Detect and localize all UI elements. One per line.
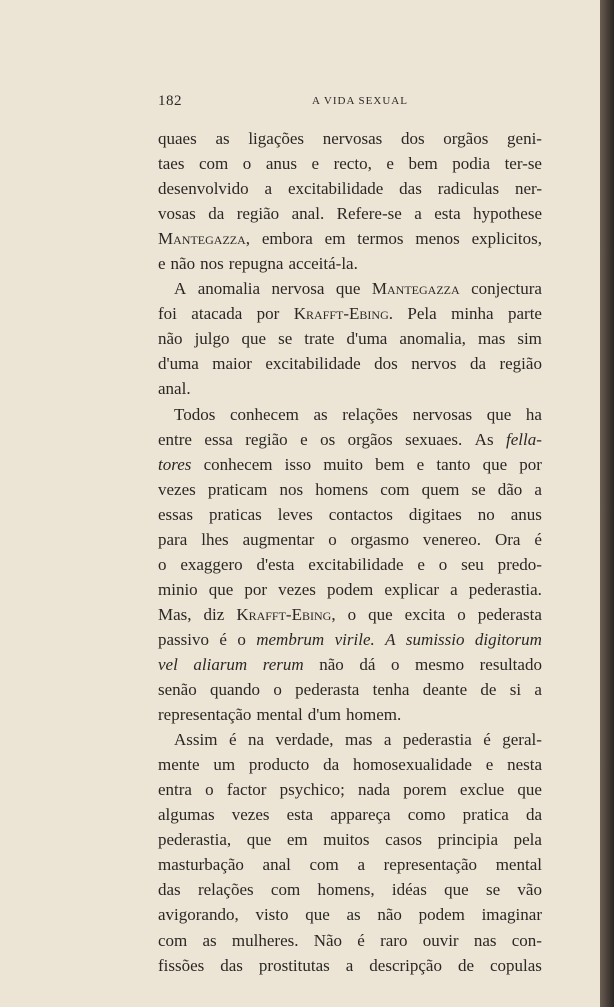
word: a (534, 680, 542, 700)
word: o (347, 604, 357, 624)
word: orgãos (347, 429, 393, 449)
word: não (158, 329, 183, 349)
word: nervos (411, 354, 457, 374)
word: praticas (208, 504, 262, 524)
word: lhes (201, 529, 229, 549)
word: mesmo (414, 654, 465, 674)
word: nervosas (412, 404, 473, 424)
word: verdade, (275, 730, 334, 750)
word: essa (204, 429, 233, 449)
word: raro (380, 930, 408, 950)
word: como (407, 805, 446, 825)
word: que (305, 905, 330, 925)
word: conjectura (471, 279, 542, 299)
word: homosexualidade (352, 755, 472, 775)
word: psychico; (279, 780, 345, 800)
word: os (320, 429, 336, 449)
word: d'uma (346, 329, 388, 349)
word: anal. (158, 379, 191, 399)
word: termos (357, 229, 404, 249)
word: não (377, 905, 402, 925)
word: e (416, 454, 425, 474)
word: augmentar (242, 529, 315, 549)
word: o (273, 680, 282, 700)
word: orgasmo (350, 529, 409, 549)
word: casos (385, 830, 422, 850)
word: prostitutas (258, 955, 330, 975)
word: digitorum (474, 629, 542, 649)
word: vosas (158, 204, 196, 224)
text-line (158, 902, 542, 927)
word: esta (286, 805, 314, 825)
text-line (158, 326, 542, 351)
word: das (220, 955, 243, 975)
word: sexuaes. (405, 429, 463, 449)
word: as (202, 930, 217, 950)
word: Ora (494, 529, 521, 549)
word: com (380, 479, 410, 499)
word: por (519, 454, 542, 474)
word: que (241, 329, 267, 349)
word: radiculas (437, 179, 500, 199)
word: a (357, 855, 365, 875)
word: que (246, 830, 272, 850)
word: ouvir (422, 930, 459, 950)
word: quaes (158, 129, 197, 148)
body-text (158, 126, 542, 978)
text-line (158, 126, 542, 151)
page-number: 182 (158, 93, 182, 109)
text-line (158, 176, 542, 201)
word: mas (345, 730, 373, 750)
word: d'uma (158, 354, 199, 374)
word: taes (158, 154, 185, 174)
word: um (213, 755, 236, 775)
word: foi (158, 304, 177, 324)
word: mulheres. (231, 930, 299, 950)
word: a (264, 179, 273, 199)
word: se (471, 479, 486, 499)
word: região (245, 429, 288, 449)
word: por (244, 579, 268, 599)
text-line (158, 351, 542, 376)
word: nervosas (322, 129, 383, 148)
word: repugna (228, 254, 284, 274)
word: contactos (328, 504, 393, 524)
word: bem (375, 454, 405, 474)
word: o (328, 529, 337, 549)
word: deante (422, 680, 468, 700)
word: da (525, 805, 542, 825)
word: minha (451, 304, 494, 324)
word: podem (418, 905, 465, 925)
word: tores (158, 454, 192, 474)
text-line (158, 251, 542, 276)
word: Mas, (158, 604, 192, 624)
word: maior (212, 354, 252, 374)
word: Mantegazza (371, 279, 460, 299)
word: pratica (462, 805, 509, 825)
word: região (499, 354, 542, 374)
word: mas (477, 329, 506, 349)
page-header (158, 93, 542, 109)
word: principia (437, 830, 498, 850)
text-line (158, 602, 542, 627)
word: orgãos (443, 129, 489, 148)
text-line (158, 577, 542, 602)
word: o (242, 154, 252, 174)
word: atacada (191, 304, 243, 324)
word: pederasta (295, 680, 360, 700)
word: vel (158, 654, 178, 674)
word: representação (158, 705, 252, 725)
word: bem (408, 154, 438, 174)
word: que (335, 279, 361, 299)
word: embora (261, 229, 313, 249)
word: é (483, 730, 491, 750)
word: tenha (372, 680, 410, 700)
word: representação (383, 855, 478, 875)
word: vão (517, 880, 542, 900)
word: isso (284, 454, 312, 474)
word: geni- (507, 129, 542, 148)
word: na (247, 730, 264, 750)
text-line (158, 953, 542, 978)
word: com (270, 880, 301, 900)
word: de (457, 955, 474, 975)
word: porem (403, 780, 447, 800)
word: que (517, 780, 542, 800)
word: e (485, 755, 494, 775)
word: conhecem (229, 404, 299, 424)
word: essas (158, 504, 193, 524)
text-line (158, 928, 542, 953)
word: homens, (317, 880, 375, 900)
text-line (158, 151, 542, 176)
word: se (278, 329, 293, 349)
word: Todos (174, 404, 216, 424)
word: rerum (262, 654, 304, 674)
word: d'um (307, 705, 341, 725)
word: seu (461, 554, 484, 574)
word: excitabilidade (265, 354, 361, 374)
word: dão (497, 479, 523, 499)
word: Pela (407, 304, 437, 324)
text-line (158, 627, 542, 652)
word: excitabilidade (308, 554, 404, 574)
word: Krafft-Ebing. (293, 304, 393, 324)
word: copulas (489, 955, 542, 975)
word: senão (158, 680, 197, 700)
word: esta (434, 204, 461, 224)
word: com (198, 154, 229, 174)
word: o (205, 780, 214, 800)
word: dá (359, 654, 376, 674)
word: nos (200, 254, 224, 274)
word: anus (510, 504, 542, 524)
word: por (256, 304, 280, 324)
word: mental (495, 855, 542, 875)
text-line (158, 477, 542, 502)
word: nos (279, 479, 304, 499)
word: as (346, 905, 361, 925)
word: parte (508, 304, 542, 324)
word: geral- (502, 730, 542, 750)
word: da (323, 755, 340, 775)
word: masturbação (158, 855, 244, 875)
word: que (368, 604, 393, 624)
word: predo- (497, 554, 542, 574)
word: imaginar (481, 905, 542, 925)
word: nas (473, 930, 497, 950)
word: Refere-se (336, 204, 402, 224)
word: si (509, 680, 522, 700)
word: quando (210, 680, 261, 700)
word: visto (255, 905, 289, 925)
word: excita (404, 604, 446, 624)
word: trate (304, 329, 335, 349)
word: mente (158, 755, 200, 775)
word: ligações (248, 129, 305, 148)
word: diz (203, 604, 225, 624)
word: anomalia (197, 279, 261, 299)
text-line (158, 552, 542, 577)
page-edge (600, 0, 614, 1007)
word: muito (323, 454, 363, 474)
word: minio (158, 579, 198, 599)
word: excitabilidade (287, 179, 384, 199)
word: anus (265, 154, 297, 174)
word: recto, (333, 154, 372, 174)
word: passivo (158, 629, 209, 649)
word: exclue (459, 780, 505, 800)
word: avigorando, (158, 905, 239, 925)
word: o (158, 554, 167, 574)
text-line (158, 376, 542, 401)
word: descripção (369, 955, 442, 975)
word: e (311, 154, 320, 174)
word: anomalia, (399, 329, 466, 349)
text-line (158, 226, 542, 251)
text-line (158, 777, 542, 802)
word: fissões (158, 955, 205, 975)
word: a (414, 204, 422, 224)
word: virile. (334, 629, 375, 649)
word: nada (357, 780, 391, 800)
word: em (324, 229, 346, 249)
text-line (158, 402, 542, 427)
running-title: A VIDA SEXUAL (312, 95, 408, 107)
word: explicar (384, 579, 440, 599)
word: conhecem (203, 454, 273, 474)
word: não (170, 254, 196, 274)
word: é (219, 629, 227, 649)
text-line (158, 877, 542, 902)
word: entre (158, 429, 192, 449)
word: que (482, 454, 508, 474)
word: para (158, 529, 188, 549)
word: desenvolvido (158, 179, 249, 199)
word: algumas (158, 805, 215, 825)
word: em (286, 830, 308, 850)
word: a (450, 579, 458, 599)
text-line (158, 201, 542, 226)
text-line (158, 827, 542, 852)
word: mental (256, 705, 303, 725)
word: Krafft-Ebing, (236, 604, 336, 624)
word: e (386, 154, 394, 174)
word: e (158, 254, 166, 274)
word: o (438, 554, 448, 574)
word: quem (421, 479, 460, 499)
word: pederastia. (468, 579, 542, 599)
word: praticam (207, 479, 268, 499)
word: appareça (330, 805, 391, 825)
word: e (300, 429, 308, 449)
word: da (469, 354, 487, 374)
word: resultado (479, 654, 542, 674)
text-line (158, 276, 542, 301)
word: não (319, 654, 344, 674)
word: nervosa (271, 279, 325, 299)
word: hypothese (473, 204, 542, 224)
word: ter-se (504, 154, 542, 174)
word: dos (374, 354, 398, 374)
word: producto (248, 755, 310, 775)
word: anal (262, 855, 291, 875)
word: de (480, 680, 497, 700)
text-line (158, 727, 542, 752)
word: vezes (158, 479, 196, 499)
text-line (158, 301, 542, 326)
text-line (158, 427, 542, 452)
text-line (158, 652, 542, 677)
word: podem (326, 579, 374, 599)
word: pederastia, (158, 830, 232, 850)
word: tanto (436, 454, 471, 474)
word: idéas (391, 880, 427, 900)
word: é (228, 730, 237, 750)
text-line (158, 702, 542, 727)
word: pederasta (477, 604, 542, 624)
word: A (174, 279, 187, 299)
word: das (399, 179, 422, 199)
word: homem. (346, 705, 402, 725)
text-line (158, 452, 542, 477)
word: a (534, 479, 542, 499)
word: muitos (323, 830, 370, 850)
word: factor (226, 780, 267, 800)
word: venereo. (422, 529, 481, 549)
word: A (385, 629, 396, 649)
word: o (237, 629, 246, 649)
word: das (158, 880, 181, 900)
word: e (417, 554, 425, 574)
word: as (215, 129, 230, 148)
word: relações (342, 404, 398, 424)
word: menos (415, 229, 460, 249)
text-line (158, 752, 542, 777)
word: pela (513, 830, 542, 850)
word: Assim (174, 730, 218, 750)
word: sumissio (405, 629, 465, 649)
word: entra (158, 780, 192, 800)
word: região (236, 204, 280, 224)
word: anal. (291, 204, 325, 224)
word: leves (277, 504, 313, 524)
word: com (309, 855, 339, 875)
word: nesta (507, 755, 542, 775)
text-line (158, 502, 542, 527)
word: é (534, 529, 542, 549)
word: as (313, 404, 328, 424)
word: Não (313, 930, 343, 950)
word: exaggero (180, 554, 243, 574)
word: o (457, 604, 466, 624)
word: pederastia (402, 730, 472, 750)
word: que (444, 880, 469, 900)
word: no (477, 504, 495, 524)
text-line (158, 852, 542, 877)
word: fella- (506, 429, 542, 449)
word: homens (315, 479, 369, 499)
word: digitaes (408, 504, 462, 524)
word: a (345, 955, 354, 975)
word: que (486, 404, 512, 424)
word: com (158, 930, 188, 950)
word: ha (525, 404, 542, 424)
word: Mantegazza, (158, 229, 251, 249)
text-line (158, 802, 542, 827)
word: que (208, 579, 234, 599)
word: sim (517, 329, 542, 349)
word: con- (511, 930, 542, 950)
word: dos (400, 129, 425, 148)
word: ner- (514, 179, 542, 199)
word: membrum (256, 629, 325, 649)
word: julgo (194, 329, 230, 349)
word: é (357, 930, 365, 950)
word: se (485, 880, 501, 900)
word: o (390, 654, 400, 674)
word: aliarum (193, 654, 248, 674)
word: relações (197, 880, 254, 900)
word: da (208, 204, 225, 224)
word: vezes (231, 805, 270, 825)
word: explicitos, (471, 229, 542, 249)
text-line (158, 677, 542, 702)
word: As (474, 429, 494, 449)
word: vezes (278, 579, 316, 599)
text-line (158, 527, 542, 552)
word: podia (452, 154, 491, 174)
word: acceitá-la. (288, 254, 358, 274)
word: a (383, 730, 392, 750)
word: d'esta (256, 554, 295, 574)
